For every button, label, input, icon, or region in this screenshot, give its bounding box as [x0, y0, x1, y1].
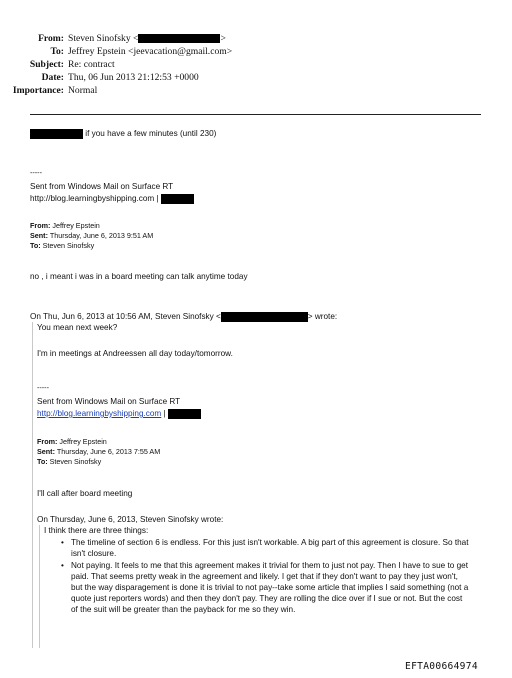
- list-item: • Not paying. It feels to me that this agreement makes it trivial for them to just not pay. Then I have to sue to get paid. That seems pretty weak in the agreement and likely. I get that if they don't want to pay they just won't, but the way disparagement is done it is trivial to not pay--take some article that implies I said something (not a quote just reporters words) and then they don't pay. They are rolling the dice over if I sue or not. But the cost of the suit will be greater than the payback for me so they win.: [61, 560, 471, 615]
- reply1-header: From: Jeffrey Epstein Sent: Thursday, June 6, 2013 9:51 AM To: Steven Sinofsky: [30, 221, 154, 250]
- quote1-sig-url[interactable]: http://blog.learningbyshipping.com: [37, 409, 162, 418]
- reply2-sent: Thursday, June 6, 2013 7:55 AM: [56, 447, 161, 456]
- subject-label: Subject:: [29, 59, 64, 70]
- header-divider: [30, 114, 481, 115]
- redaction: [168, 409, 201, 419]
- importance-value: Normal: [68, 85, 98, 96]
- quote1-sig-line: Sent from Windows Mail on Surface RT: [37, 397, 181, 406]
- reply2-to: Steven Sinofsky: [49, 457, 102, 466]
- subject-value: Re: contract: [68, 59, 115, 70]
- from-label: From:: [38, 33, 64, 44]
- quote2-bullets: [61, 537, 471, 615]
- date-label: Date:: [41, 72, 64, 83]
- redaction: [161, 194, 194, 204]
- importance-label: Importance:: [12, 85, 64, 96]
- quote2-bar: [39, 525, 40, 648]
- quote1-sig-url-line: http://blog.learningbyshipping.com |: [37, 408, 201, 419]
- email-header: [0, 32, 512, 102]
- quote1-line-1: You mean next week?: [37, 323, 118, 332]
- document-id: EFTA00664974: [405, 661, 478, 672]
- quote1-line-2: I'm in meetings at Andreessen all day today/tomorrow.: [37, 349, 233, 358]
- date-value: Thu, 06 Jun 2013 21:12:53 +0000: [68, 72, 199, 83]
- signature-url[interactable]: http://blog.learningbyshipping.com |: [30, 194, 159, 203]
- reply2-from: Jeffrey Epstein: [59, 437, 107, 446]
- signature-dashes: -----: [30, 168, 42, 177]
- redaction: [138, 34, 220, 43]
- reply1-from: Jeffrey Epstein: [52, 221, 100, 230]
- body-line-1: if you have a few minutes (until 230): [30, 128, 216, 139]
- from-value: Steven Sinofsky < >: [68, 33, 226, 44]
- quote1-bar: [32, 322, 33, 648]
- reply1-sent: Thursday, June 6, 2013 9:51 AM: [49, 231, 154, 240]
- reply2-text: I'll call after board meeting: [37, 489, 133, 498]
- quote1-intro: On Thu, Jun 6, 2013 at 10:56 AM, Steven Sinofsky < > wrote:: [30, 312, 338, 321]
- list-item: • The timeline of section 6 is endless. For this just isn't workable. A big part of this agreement is closure. So that isn't closure.: [61, 537, 471, 559]
- signature-line: Sent from Windows Mail on Surface RT: [30, 182, 174, 191]
- reply2-header: From: Jeffrey Epstein Sent: Thursday, June 6, 2013 7:55 AM To: Steven Sinofsky: [37, 437, 161, 466]
- to-value: Jeffrey Epstein <jeevacation@gmail.com>: [68, 46, 233, 57]
- reply1-text: no , i meant i was in a board meeting can talk anytime today: [30, 272, 248, 281]
- redaction: [221, 312, 308, 322]
- to-label: To:: [50, 46, 64, 57]
- signature-url-line: [30, 193, 194, 204]
- quote2-line-1: I think there are three things:: [44, 526, 149, 535]
- redaction: [30, 129, 83, 139]
- reply1-to: Steven Sinofsky: [42, 241, 95, 250]
- quote1-sig-dashes: -----: [37, 383, 49, 392]
- quote2-intro: On Thursday, June 6, 2013, Steven Sinofsky wrote:: [37, 515, 224, 524]
